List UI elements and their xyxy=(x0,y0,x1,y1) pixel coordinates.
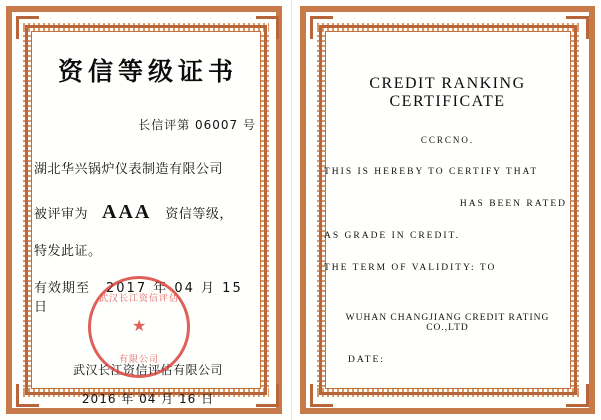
rated-statement-line: HAS BEEN RATED xyxy=(459,199,567,209)
chinese-certificate-content xyxy=(34,30,262,406)
grade-value: AAA xyxy=(102,201,152,223)
certificate-title-zh: 资信等级证书 xyxy=(57,57,238,86)
seal-star-icon: ★ xyxy=(132,318,147,335)
validity-term-line-en: THE TERM OF VALIDITY: TO xyxy=(324,263,497,273)
issue-statement-zh: 特发此证。 xyxy=(34,244,102,259)
certificate-title-en: CREDIT RANKING CERTIFICATE xyxy=(369,75,526,110)
chinese-certificate-panel xyxy=(0,0,292,420)
validity-label-zh: 有效期至 xyxy=(34,281,91,296)
grade-label-prefix: 被评审为 xyxy=(34,207,89,222)
seal-top-text: 武汉长江资信评估 xyxy=(98,294,179,304)
english-certificate-panel xyxy=(292,0,601,420)
certificate-serial-number: 长信评第 06007 号 xyxy=(138,118,256,132)
validity-date-zh: 2017 年 04 月 15 日 xyxy=(34,281,243,315)
date-label-en: DATE: xyxy=(348,355,385,365)
validity-line-zh xyxy=(34,277,262,315)
grade-statement-line-en: AS GRADE IN CREDIT. xyxy=(324,231,460,241)
certify-statement-line: THIS IS HEREBY TO CERTIFY THAT xyxy=(324,167,539,177)
ccrc-number-label: CCRCNO. xyxy=(420,135,475,145)
seal-bottom-text: 有限公司 xyxy=(118,355,159,365)
issuer-name-zh: 武汉长江资信评估有限公司 xyxy=(72,363,223,377)
grade-label-suffix: 资信等级， xyxy=(165,207,233,222)
company-name-zh: 湖北华兴锅炉仪表制造有限公司 xyxy=(34,162,224,177)
grade-statement-line xyxy=(34,201,262,224)
issuer-name-en: WUHAN CHANGJIANG CREDIT RATING CO.,LTD xyxy=(345,313,550,333)
english-certificate-content xyxy=(324,30,571,392)
issue-date-zh: 2016 年 04 月 16 日 xyxy=(81,392,215,406)
